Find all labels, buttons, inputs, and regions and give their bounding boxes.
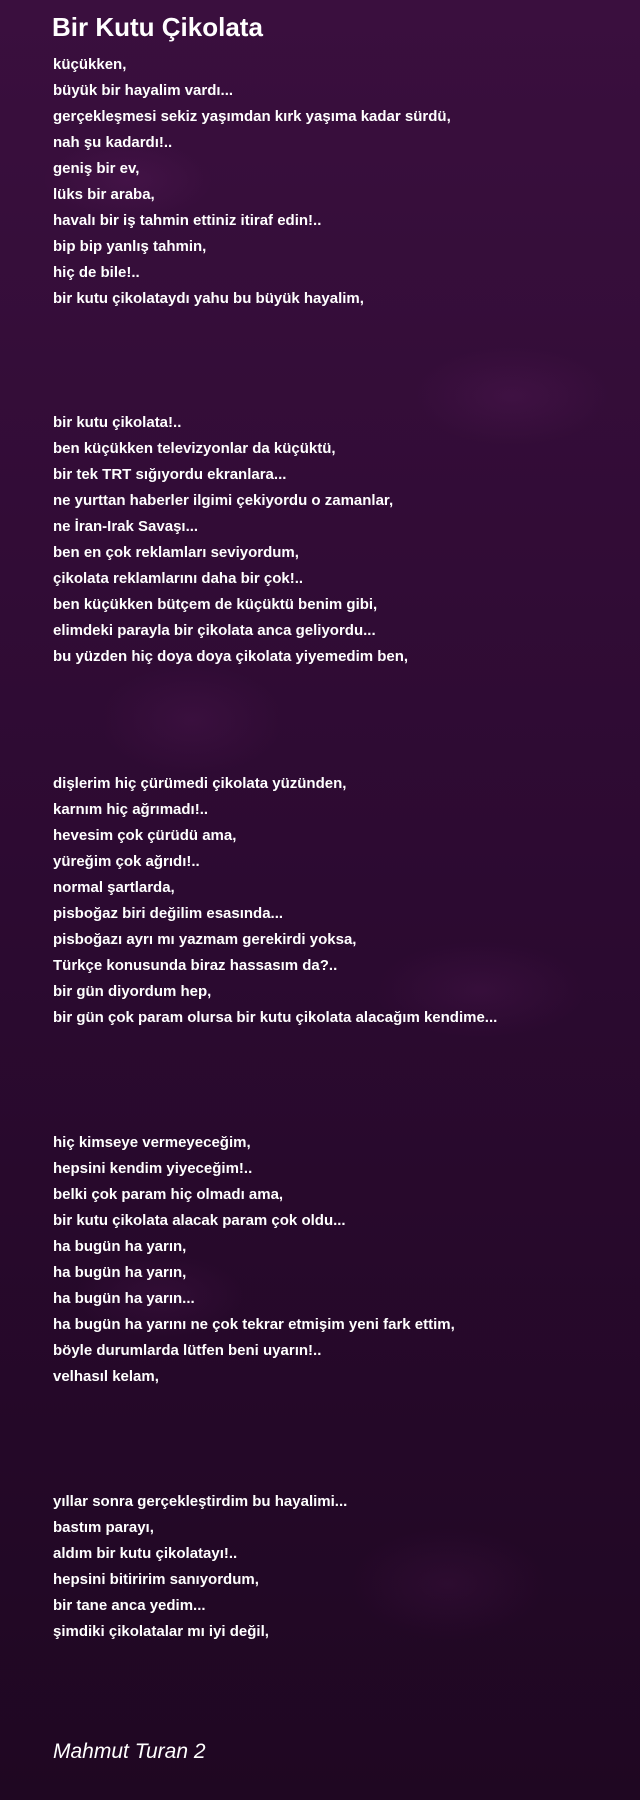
stanza (53, 771, 623, 1031)
poem-line: hepsini bitiririm sanıyordum, (53, 1571, 259, 1588)
poem-line: ben küçükken televizyonlar da küçüktü, (53, 440, 336, 457)
poem-line: ben en çok reklamları seviyordum, (53, 544, 299, 561)
poem-line: büyük bir hayalim vardı... (53, 82, 234, 99)
poem-line: dişlerim hiç çürümedi çikolata yüzünden, (53, 775, 347, 792)
poem-line: şimdiki çikolatalar mı iyi değil, (53, 1623, 269, 1640)
stanza (53, 1130, 623, 1390)
poem-line: pisboğazı ayrı mı yazmam gerekirdi yoksa, (53, 931, 357, 948)
poem-line: bir kutu çikolataydı yahu bu büyük hayalim, (53, 290, 364, 307)
poem-line: geniş bir ev, (53, 160, 140, 177)
poem-line: ha bugün ha yarını ne çok tekrar etmişim yeni fark ettim, (53, 1316, 455, 1333)
poem-line: lüks bir araba, (53, 186, 155, 203)
poem-line: aldım bir kutu çikolatayı!.. (53, 1545, 238, 1562)
poem-line: ha bugün ha yarın, (53, 1238, 187, 1255)
poem-line: nah şu kadardı!.. (53, 134, 173, 151)
poem-line: ne yurttan haberler ilgimi çekiyordu o zamanlar, (53, 492, 394, 509)
poem-line: ha bugün ha yarın, (53, 1264, 187, 1281)
poem-line: bu yüzden hiç doya doya çikolata yiyemedim ben, (53, 648, 409, 665)
poem-line: bir kutu çikolata!.. (53, 414, 182, 431)
poem-line: hevesim çok çürüdü ama, (53, 827, 237, 844)
poem-line: yüreğim çok ağrıdı!.. (53, 853, 200, 870)
poem-line: hiç kimseye vermeyeceğim, (53, 1134, 251, 1151)
poem-line: havalı bir iş tahmin ettiniz itiraf edin!.. (53, 212, 322, 229)
poem-line: velhasıl kelam, (53, 1368, 159, 1385)
poem-line: Türkçe konusunda biraz hassasım da?.. (53, 957, 338, 974)
poem-title: Bir Kutu Çikolata (52, 12, 263, 42)
poem-line: böyle durumlarda lütfen beni uyarın!.. (53, 1342, 322, 1359)
stanza (53, 410, 623, 670)
poem-line: bir gün çok param olursa bir kutu çikolata alacağım kendime... (53, 1009, 498, 1026)
poem-line: ben küçükken bütçem de küçüktü benim gibi, (53, 596, 378, 613)
poem-line: bip bip yanlış tahmin, (53, 238, 207, 255)
poem-line: bir kutu çikolata alacak param çok oldu... (53, 1212, 346, 1229)
poem-line: ne İran-Irak Savaşı... (53, 518, 199, 535)
poem-author: Mahmut Turan 2 (53, 1740, 206, 1763)
poem-line: hiç de bile!.. (53, 264, 140, 281)
poem-line: ha bugün ha yarın... (53, 1290, 195, 1307)
poem-line: normal şartlarda, (53, 879, 175, 896)
poem-line: karnım hiç ağrımadı!.. (53, 801, 209, 818)
stanza (53, 52, 623, 312)
poem-line: yıllar sonra gerçekleştirdim bu hayalimi... (53, 1493, 348, 1510)
poem-line: belki çok param hiç olmadı ama, (53, 1186, 284, 1203)
poem-line: bir tek TRT sığıyordu ekranlara... (53, 466, 287, 483)
poem-line: hepsini kendim yiyeceğim!.. (53, 1160, 253, 1177)
poem-line: gerçekleşmesi sekiz yaşımdan kırk yaşıma kadar sürdü, (53, 108, 451, 125)
poem-line: küçükken, (53, 56, 127, 73)
poem-line: çikolata reklamlarını daha bir çok!.. (53, 570, 304, 587)
poem-line: bastım parayı, (53, 1519, 154, 1536)
poem-line: pisboğaz biri değilim esasında... (53, 905, 284, 922)
poem-line: elimdeki parayla bir çikolata anca geliyordu... (53, 622, 376, 639)
stanza (53, 1489, 623, 1645)
poem-line: bir gün diyordum hep, (53, 983, 212, 1000)
poem-line: bir tane anca yedim... (53, 1597, 206, 1614)
